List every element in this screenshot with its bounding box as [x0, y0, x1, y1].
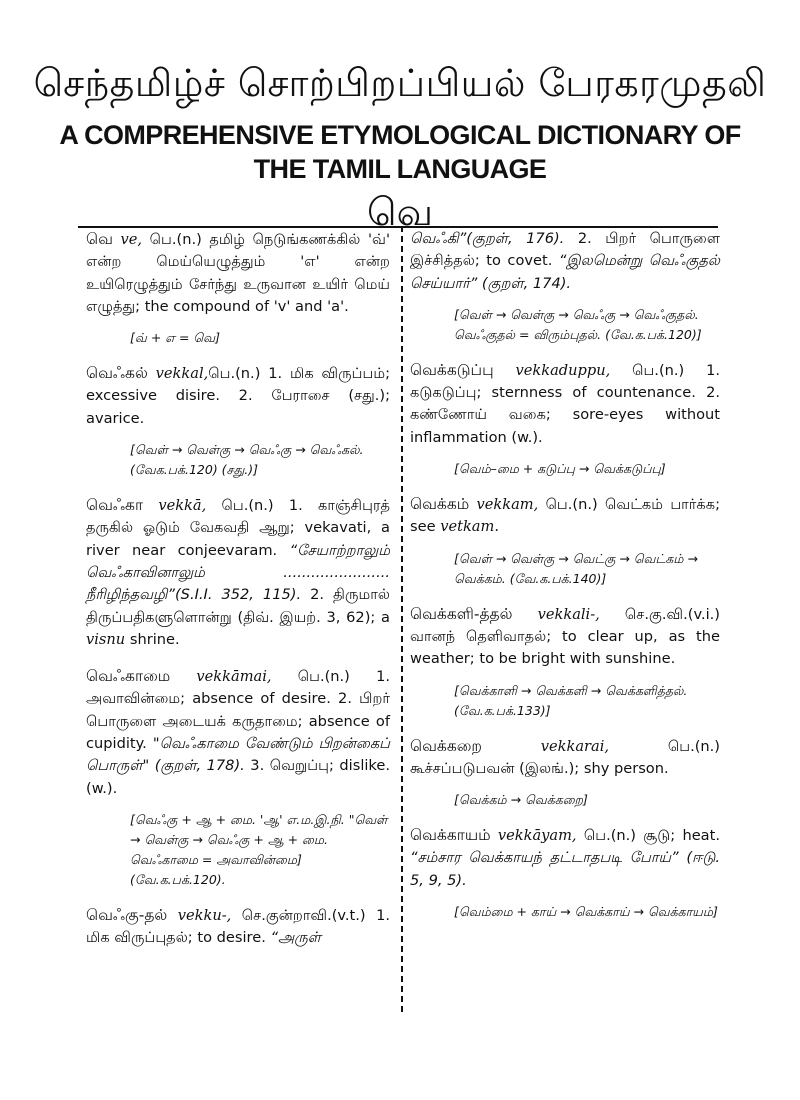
entry-vekkayam — [410, 824, 720, 892]
quotation: “அருள் — [270, 929, 321, 947]
entry-vekkam — [410, 493, 720, 539]
entry-vekkal — [86, 362, 390, 430]
entry-vekkali-ttal — [410, 603, 720, 671]
quotation: "வெஃகாமை வேண்டும் பிறன்கைப் பொருள்" (குறள், 178). — [86, 735, 391, 775]
definition-continued: 2. திருமால் திருப்பதிகளுளொன்று (திவ். இயற். 3, 62); a — [86, 586, 390, 626]
definition: பெ.(n.) 1. காஞ்சிபுரத் தருகில் ஓடும் வேகவதி ஆறு; vekavati, a river near conjeevaram. — [86, 497, 390, 559]
headword: வெக்களி-த்தல் — [410, 604, 513, 623]
page-header — [0, 58, 800, 234]
etymology: [வெஃகு + ஆ + மை. 'ஆ' எ.ம.இ.நி. "வெள் → வெள்கு → வெஃகு + ஆ + மை. வெஃகாமை = அவாவின்மை] (வே.க.பக்.120). — [130, 811, 388, 887]
transliteration: vekku-, — [177, 906, 232, 924]
entry-vekkaduppu — [410, 359, 720, 449]
headword: வெக்காயம் — [410, 826, 491, 845]
definition-end: shrine. — [125, 630, 180, 648]
quotation: வெஃகி”(குறள், 176). — [410, 230, 565, 247]
headword: வெஃகு-தல் — [86, 905, 168, 924]
headword: வெ — [86, 230, 113, 248]
etymology: [வெக்காளி → வெக்களி → வெக்களித்தல். (வே.க.பக்.133)] — [454, 682, 688, 718]
headword: வெக்கம் — [410, 495, 470, 514]
entry-ve — [86, 228, 390, 318]
definition: பெ.(n.) தமிழ் நெடுங்கணக்கில் 'வ்' என்ற மெய்யெழுத்தும் 'எ' என்ற உயிரெழுத்தும் சேர்ந்து உருவான உயிர் மெய் எழுத்து; the compound of 'v' and 'a'. — [86, 231, 391, 315]
definition: பெ.(n.) 1. மிக விருப்பம்; excessive disire. 2. பேராசை (சது.); avarice. — [86, 365, 390, 427]
headword: வெக்கடுப்பு — [410, 360, 494, 379]
transliteration: vekkal, — [155, 365, 209, 383]
headword: வெஃகல் — [86, 364, 148, 383]
title-english-line2: THE TAMIL LANGUAGE — [253, 154, 547, 184]
etymology: [வெள் → வெள்கு → வெட்கு → வெட்கம் → வெக்கம். (வே.க.பக்.140)] — [454, 550, 698, 586]
transliteration: vekkā, — [158, 497, 207, 515]
definition: 2. பிறர் பொருளை இச்சித்தல்; to covet. — [410, 230, 720, 270]
entry-vekku-tal — [86, 904, 390, 950]
etymology: [வெம்–மை + கடுப்பு → வெக்கடுப்பு] — [454, 461, 666, 477]
quotation: “சம்சார வெக்காயந் தட்டாதபடி போய்” (ஈடு. 5, 9, 5). — [410, 849, 720, 889]
italic-term: visnu — [86, 630, 126, 648]
definition: பெ.(n.) 1. அவாவின்மை; absence of desire. 2. பிறர் பொருளை அடையக் கருதாமை; absence of cupidity. — [86, 668, 390, 753]
left-column — [86, 228, 390, 950]
etymology: [வெக்கம் → வெக்கறை] — [454, 792, 588, 808]
quotation: “இலமென்று வெஃகுதல் செய்யார்” (குறள், 174). — [410, 252, 721, 292]
definition: பெ.(n.) கூச்சப்படுபவன் (இலங்.); shy person. — [410, 737, 720, 777]
headword: வெஃகா — [86, 496, 144, 515]
headword: வெஃகாமை — [86, 667, 171, 686]
definition: செ.குன்றாவி.(v.t.) 1. மிக விருப்புதல்; to desire. — [86, 906, 391, 947]
right-column — [410, 228, 720, 936]
column-divider — [401, 226, 403, 1012]
transliteration: vekkaduppu, — [515, 361, 611, 379]
transliteration: vekkarai, — [540, 737, 610, 755]
transliteration: vekkāyam, — [497, 827, 577, 845]
italic-term: vetkam. — [440, 518, 499, 536]
quotation: “சேயாற்றாலும் வெஃகாவினாலும் ....................... நீரிழிந்தவழி”(S.I.I. 352, 115). — [86, 541, 390, 604]
entry-vekkamai — [86, 665, 390, 800]
definition: பெ.(n.) 1. கடுகடுப்பு; sternness of countenance. 2. கண்ணோய் வகை; sore-eyes without inflammation (w.). — [410, 361, 720, 446]
definition: பெ.(n.) வெட்கம் பார்க்க; see — [410, 496, 721, 536]
definition: செ.கு.வி.(v.i.) வானந் தெளிவாதல்; to clear up, as the weather; to be bright with sunshine. — [410, 605, 720, 668]
entry-vekkarai — [410, 735, 720, 781]
entry-vekku-tal-continued — [410, 228, 720, 295]
transliteration: vekkāmai, — [196, 668, 272, 686]
etymology: [வெள் → வெள்கு → வெஃகு → வெஃகல். (வேக.பக்.120) (சது.)] — [130, 442, 364, 478]
headword: வெக்கறை — [410, 736, 482, 755]
transliteration: vekkali-, — [537, 605, 600, 623]
dictionary-title-tamil: செந்தமிழ்ச் சொற்பிறப்பியல் பேரகரமுதலி — [33, 61, 767, 105]
definition: பெ.(n.) சூடு; heat. — [576, 827, 720, 845]
section-letter: வெ — [367, 190, 433, 234]
transliteration: vekkam, — [476, 496, 539, 514]
definition-continued: 3. வெறுப்பு; dislike. (w.). — [86, 757, 390, 797]
etymology: [வ் + எ = வெ] — [130, 330, 221, 346]
title-english-line1: A COMPREHENSIVE ETYMOLOGICAL DICTIONARY OF — [59, 120, 741, 150]
dictionary-title-english — [0, 118, 800, 186]
transliteration: ve, — [120, 231, 143, 248]
entry-vekka — [86, 494, 390, 651]
etymology: [வெள் → வெள்கு → வெஃகு → வெஃகுதல். வெஃகுதல் = விரும்புதல். (வே.க.பக்.120)] — [454, 306, 702, 342]
etymology: [வெம்மை + காய் → வெக்காய் → வெக்காயம்] — [454, 904, 718, 920]
